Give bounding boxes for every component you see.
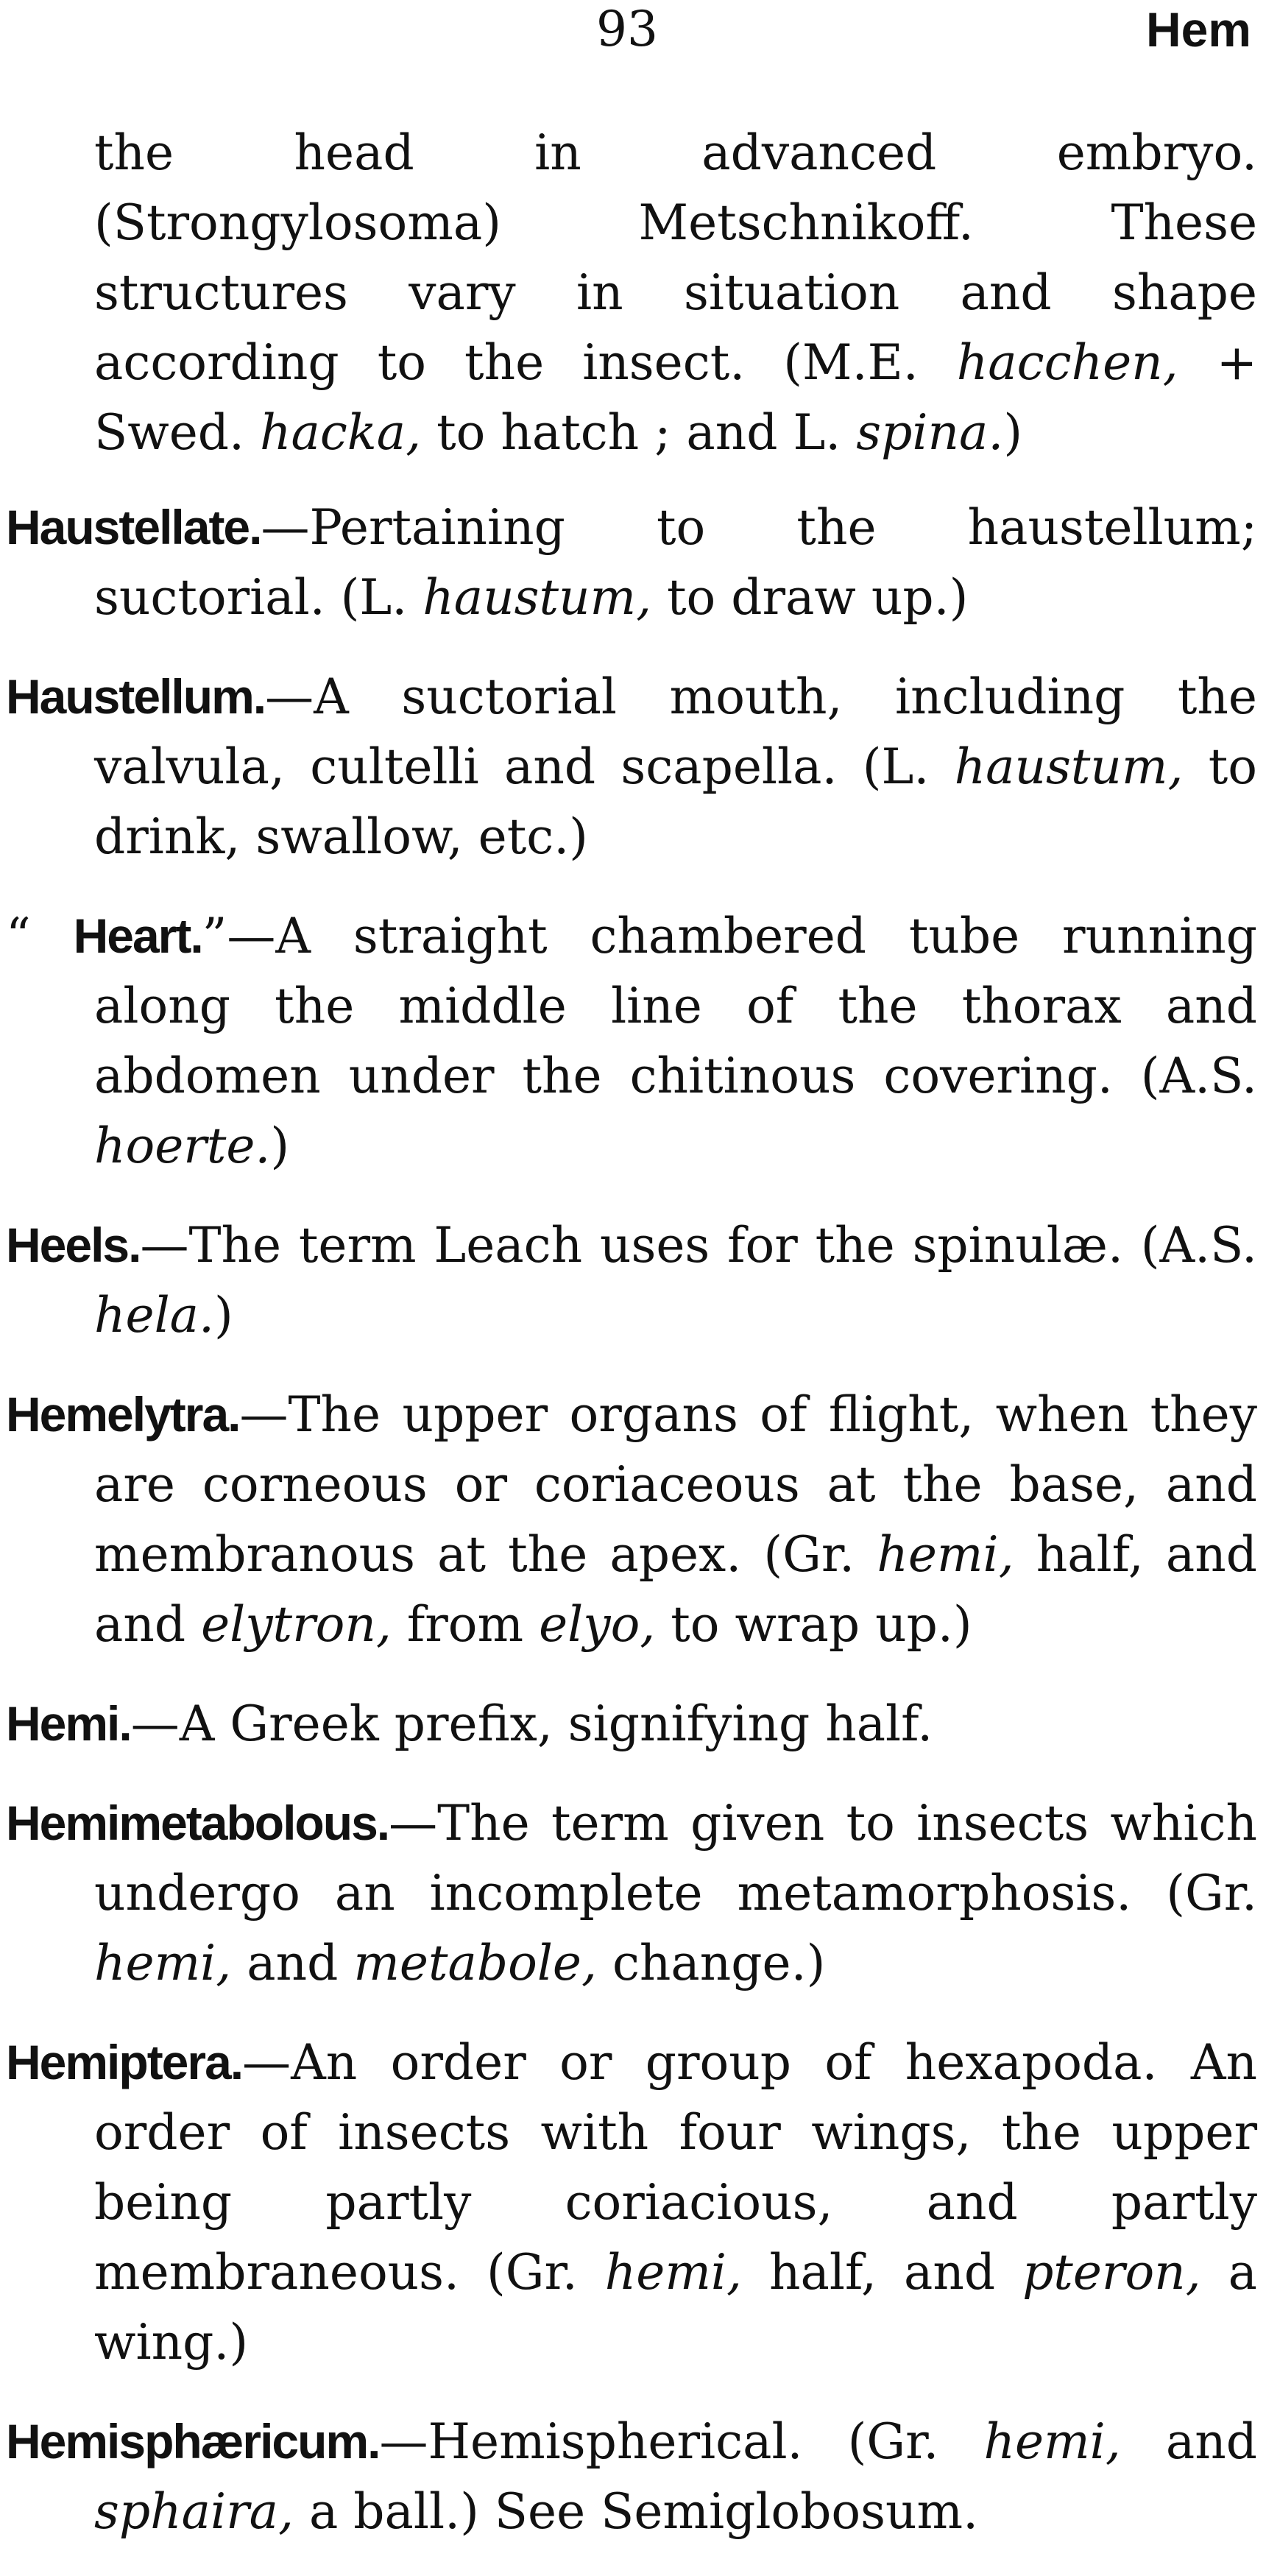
entry-term: Heart.: [73, 908, 202, 963]
text-segment: a wing.): [94, 2244, 1257, 2371]
italic-segment: metabole,: [353, 1935, 597, 1991]
entry-heart: [6, 901, 1257, 1181]
text-segment: —A straight chambered tube running along the middle line of the thorax and abdomen under the chitinous covering. (A.S.: [94, 908, 1257, 1104]
italic-segment: hacchen,: [956, 334, 1178, 391]
open-quote: “: [6, 908, 74, 964]
text-segment: —The term Leach uses for the spinulæ. (A.S.: [140, 1217, 1257, 1274]
italic-segment: pteron,: [1022, 2244, 1201, 2301]
entry-haustellate: [6, 493, 1257, 632]
text-segment: —Pertaining to the haustellum; suctorial. (L.: [94, 499, 1257, 626]
text-segment: —The upper organs of flight, when they are corneous or coriaceous at the base, and membranous at the apex. (Gr.: [94, 1386, 1257, 1583]
dictionary-body: [6, 118, 1257, 2576]
entry-hemisphaericum: [6, 2407, 1257, 2547]
text-segment: and: [231, 1935, 354, 1991]
entry-definition: [131, 1695, 933, 1752]
text-segment: change.): [596, 1935, 826, 1991]
close-quote: ”: [202, 908, 227, 964]
entry-term: Haustellate.: [6, 500, 261, 554]
italic-segment: hemi,: [94, 1935, 232, 1991]
text-segment: to wrap up.): [655, 1596, 972, 1653]
text-segment: to drink, swallow, etc.): [94, 738, 1257, 865]
entry-term: Heels.: [6, 1218, 141, 1272]
italic-segment: hacka,: [259, 404, 422, 461]
page-header: [0, 0, 1266, 88]
text-segment: to draw up.): [651, 569, 969, 626]
text-segment: half, and and: [94, 1526, 1257, 1653]
entry-term: Hemimetabolous.: [6, 1796, 389, 1850]
entry-hemelytra: [6, 1380, 1257, 1659]
text-segment: —A suctorial mouth, including the valvula, cultelli and scapella. (L.: [94, 668, 1257, 795]
entry-hemimetabolous: [6, 1788, 1257, 1998]
entry-hemi: [6, 1689, 1257, 1759]
text-segment: ): [270, 1118, 290, 1174]
italic-segment: sphaira,: [94, 2483, 294, 2540]
text-segment: ): [1003, 404, 1023, 461]
italic-segment: hemi,: [983, 2413, 1121, 2470]
entry-definition: [94, 908, 1257, 1174]
text-segment: —A Greek prefix, signifying half.: [130, 1695, 933, 1752]
text-segment: the head in advanced embryo. (Strongylosoma) Metschnikoff. These structures vary in situation and shape according to the insect. (M.E.: [94, 124, 1257, 391]
text-segment: —An order or group of hexapoda. An order of insects with four wings, the upper being partly coriacious, and partly membraneous. (Gr.: [94, 2034, 1257, 2301]
text-segment: ): [214, 1287, 233, 1344]
entry-term: Hemisphæricum.: [6, 2414, 380, 2469]
text-segment: half, and: [742, 2244, 1023, 2301]
entry-term: Hemiptera.: [6, 2035, 243, 2089]
entry-term: Hemelytra.: [6, 1387, 240, 1441]
entry-heels: [6, 1210, 1257, 1350]
text-segment: a ball.) See Semiglobosum.: [293, 2483, 979, 2540]
italic-segment: hemi,: [604, 2244, 742, 2301]
text-segment: to hatch ; and L.: [421, 404, 857, 461]
italic-segment: hoerte.: [94, 1118, 271, 1174]
text-segment: from: [391, 1596, 540, 1653]
italic-segment: haustum,: [954, 738, 1184, 795]
italic-segment: elyo,: [539, 1596, 656, 1653]
italic-segment: haustum,: [422, 569, 652, 626]
entry-definition: [94, 1217, 1257, 1344]
entry-definition: [94, 499, 1257, 626]
entry-definition: [94, 668, 1257, 865]
text-segment: + Swed.: [94, 334, 1257, 461]
running-head: Hem: [1145, 2, 1251, 57]
italic-segment: hemi,: [877, 1526, 1014, 1583]
entry-haustellum: [6, 662, 1257, 872]
text-segment: —The term given to insects which undergo an incomplete metamorphosis. (Gr.: [94, 1795, 1257, 1922]
text-segment: and: [1120, 2413, 1257, 2470]
italic-segment: elytron,: [201, 1596, 392, 1653]
entry-definition: [94, 2034, 1257, 2371]
entry-term: Hemi.: [6, 1696, 131, 1751]
italic-segment: hela.: [94, 1287, 215, 1344]
entry-hemiptera: [6, 2028, 1257, 2377]
entry-term: Haustellum.: [6, 669, 266, 724]
page-number: 93: [596, 1, 658, 57]
text-segment: —Hemispherical. (Gr.: [379, 2413, 984, 2470]
continued-entry-text: [6, 118, 1257, 467]
italic-segment: spina.: [856, 404, 1004, 461]
entry-definition: [94, 1386, 1257, 1653]
